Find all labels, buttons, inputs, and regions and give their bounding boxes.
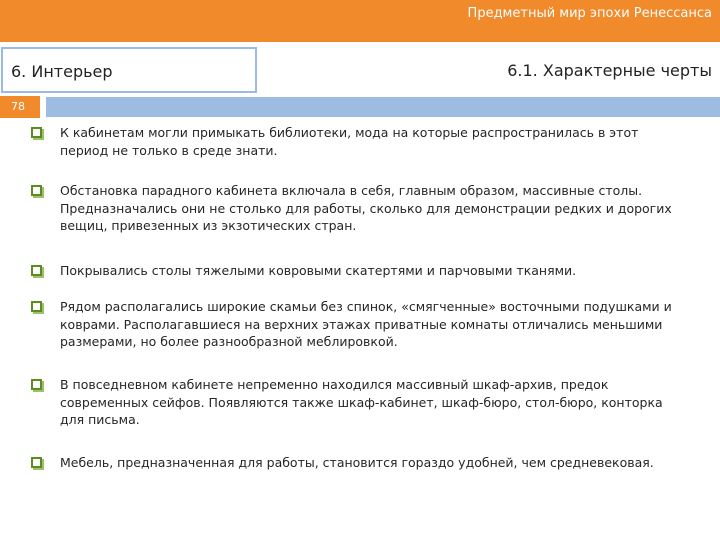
list-item-text: Рядом располагались широкие скамьи без спинок, «смягченные» восточными подушками и коврами. Располагавшиеся на верхних этажах приватные комнаты отличались меньшими размерами, но более разнообразной меблировкой. bbox=[60, 299, 672, 349]
checkbox-bullet-icon bbox=[31, 185, 42, 196]
checkbox-bullet-icon bbox=[31, 457, 42, 468]
section-box bbox=[1, 47, 257, 93]
checkbox-bullet-icon bbox=[31, 379, 42, 390]
checkbox-bullet-icon bbox=[31, 127, 42, 138]
list-item-text: Мебель, предназначенная для работы, становится гораздо удобней, чем средневековая. bbox=[60, 455, 654, 470]
checkbox-bullet-icon bbox=[31, 265, 42, 276]
header-bar bbox=[0, 0, 720, 42]
header-strip bbox=[46, 97, 720, 117]
page-number: 78 bbox=[11, 100, 25, 113]
subsection-title: 6.1. Характерные черты bbox=[507, 61, 712, 80]
page-number-badge bbox=[0, 96, 40, 118]
checkbox-bullet-icon bbox=[31, 301, 42, 312]
list-item-text: Покрывались столы тяжелыми ковровыми скатертями и парчовыми тканями. bbox=[60, 263, 577, 278]
list-item-text: В повседневном кабинете непременно находился массивный шкаф-архив, предок современных сейфов. Появляются также шкаф-кабинет, шкаф-бюро, стол-бюро, конторка для письма. bbox=[60, 377, 663, 427]
section-label: 6. Интерьер bbox=[11, 62, 113, 81]
list-item-text: К кабинетам могли примыкать библиотеки, мода на которые распространилась в этот период не только в среде знати. bbox=[60, 125, 639, 158]
list-item-text: Обстановка парадного кабинета включала в себя, главным образом, массивные столы. Предназначались они не столько для работы, сколько для демонстрации редких и дорогих вещиц, привезенных из экзотических стран. bbox=[60, 183, 672, 233]
presentation-title: Предметный мир эпохи Ренессанса bbox=[467, 6, 712, 21]
